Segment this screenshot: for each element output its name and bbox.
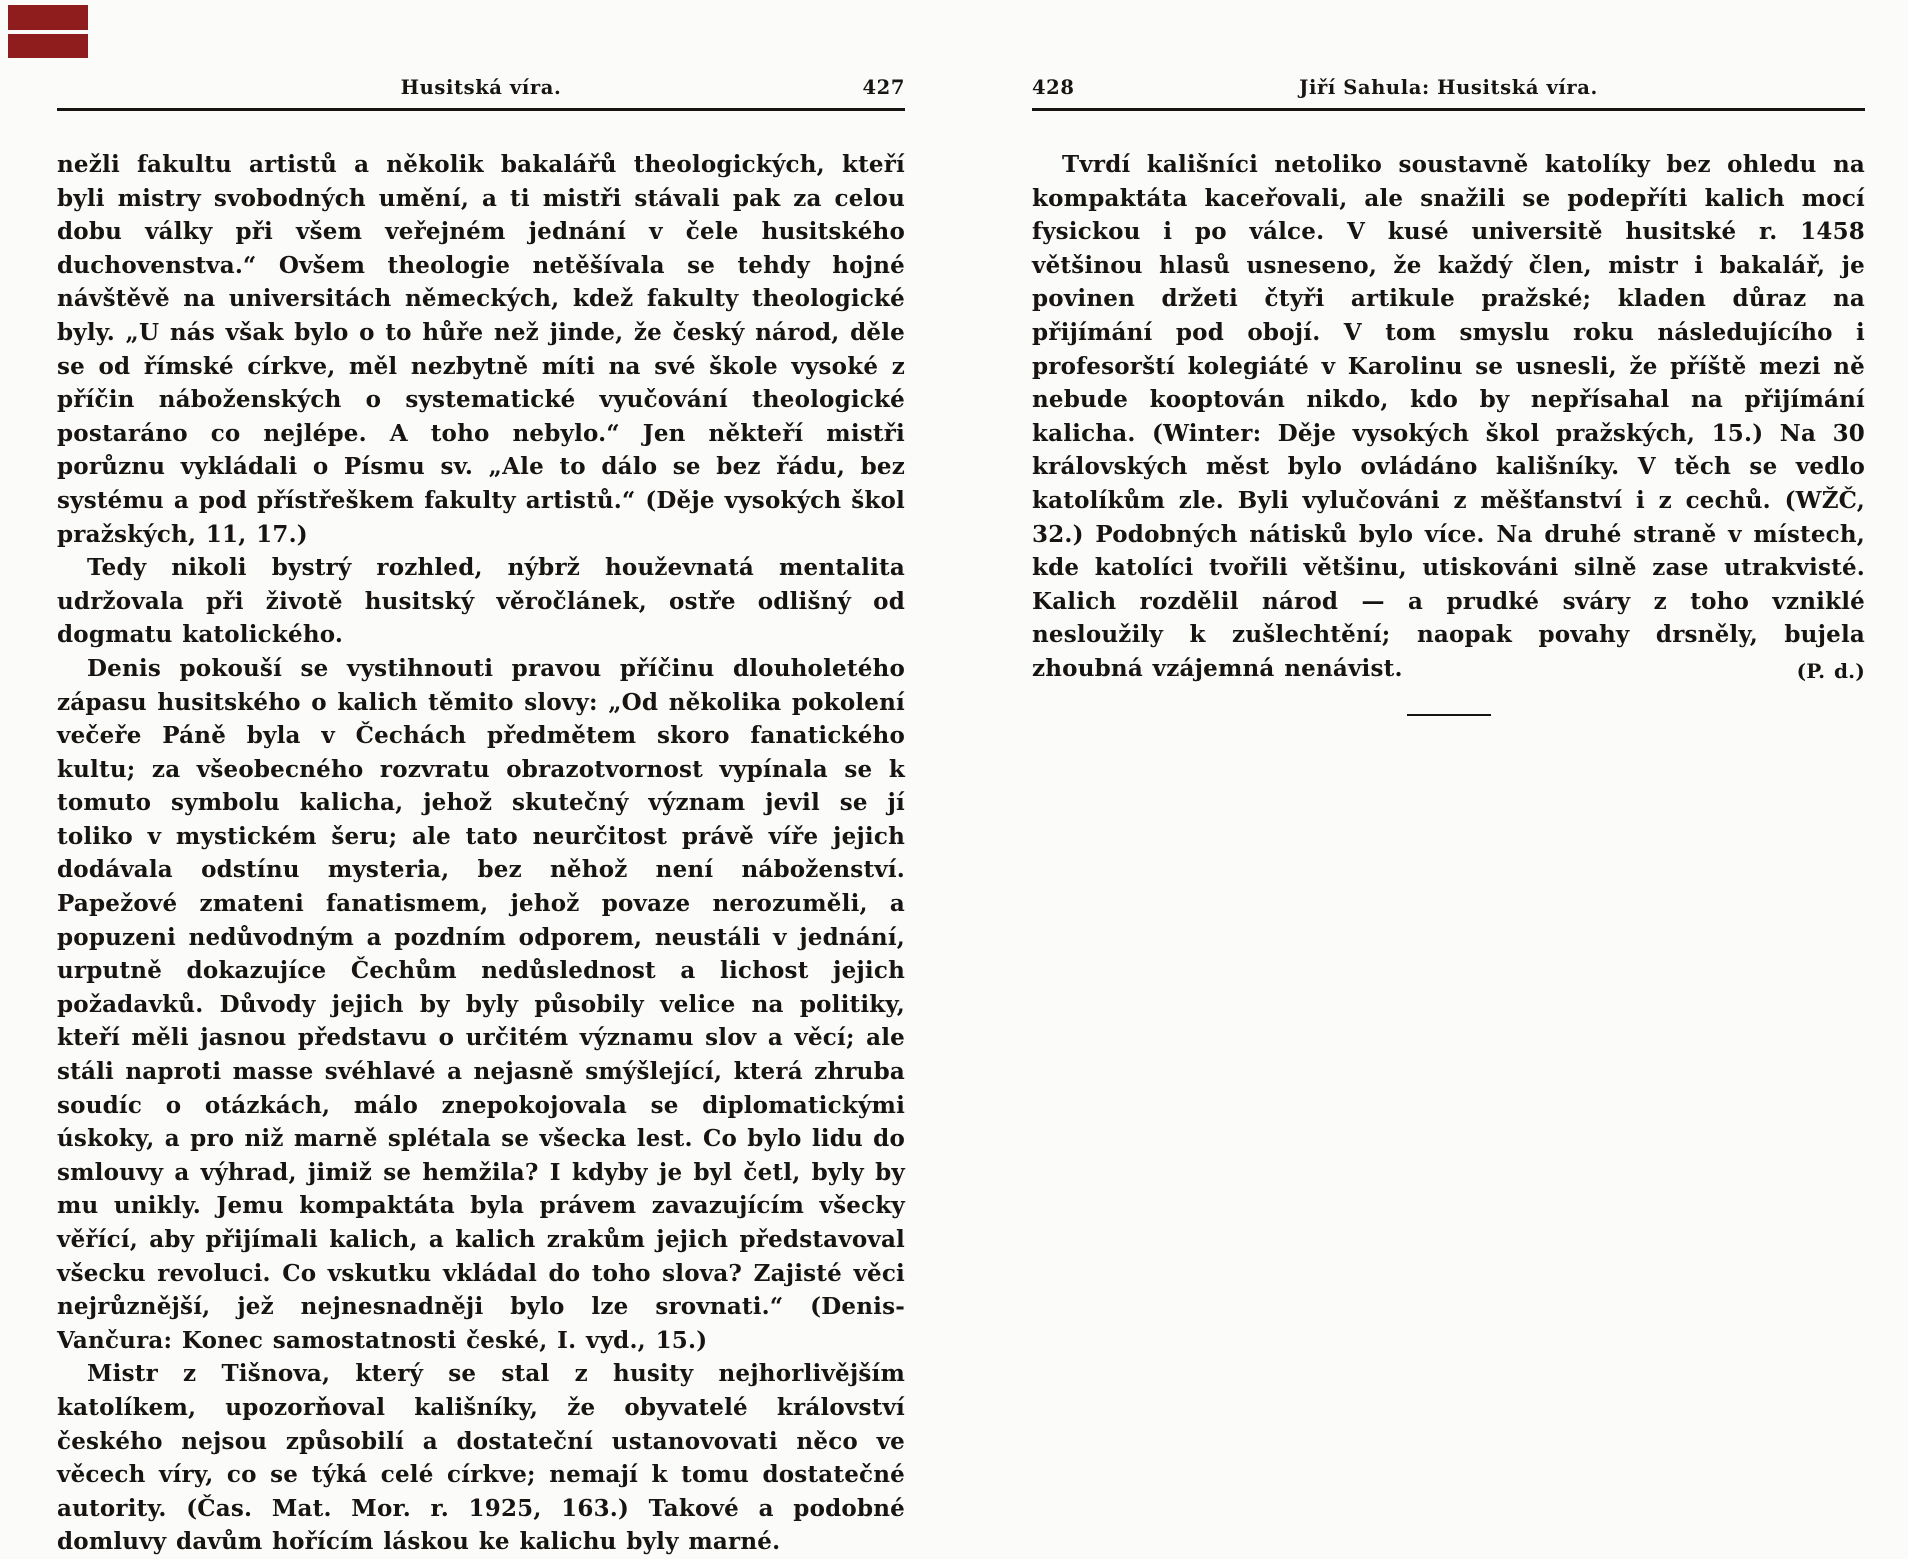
corner-mark — [8, 5, 88, 30]
running-head-right — [1032, 76, 1865, 111]
running-title: Jiří Sahula: Husitská víra. — [1299, 76, 1598, 99]
page-number: 427 — [862, 76, 905, 99]
paragraph: Denis pokouší se vystihnouti pravou příčinu dlouholetého zápasu husitského o kalich těmito slovy: „Od několika pokolení večeře Páně byla v Čechách předmětem skoro fanatického kultu; za všeobecného rozvratu obrazotvornost vypínala se k tomuto symbolu kalicha, jehož skutečný význam jevil se jí toliko v mystickém šeru; ale tato neurčitost právě víře jejich dodávala odstínu mysteria, bez něhož není náboženství. Papežové zmateni fanatismem, jehož povaze nerozuměli, a popuzeni nedůvodným a pozdním odporem, neustáli v jednání, urputně dokazujíce Čechům nedůslednost a lichost jejich požadavků. Důvody jejich by byly působily velice na politiky, kteří měli jasnou představu o určitém významu slov a věcí; ale stáli naproti masse svéhlavé a nejasně smýšlející, která zhruba soudíc o otázkách, málo znepokojovala se diplomatickými úskoky, a pro niž marně splétala se všecka lest. Co bylo lidu do smlouvy a výhrad, jimiž se hemžila? I kdyby je byl četl, byly by mu unikly. Jemu kompaktáta byla právem zavazujícím všecky věřící, aby přijímali kalich, a kalich zrakům jejich představoval všecku revoluci. Co vskutku vkládal do toho slova? Zajisté věci nejrůznější, jež nejnesnadněji bylo lze srovnati.“ (Denis-Vančura: Konec samostatnosti české, I. vyd., 15.) — [57, 654, 905, 1354]
continuation-signature: (P. d.) — [1796, 658, 1865, 683]
page-number: 428 — [1032, 76, 1075, 99]
corner-mark — [8, 34, 88, 58]
running-head-left — [57, 76, 905, 111]
page-right — [1032, 76, 1865, 716]
running-title: Husitská víra. — [400, 76, 562, 99]
end-rule — [1407, 714, 1491, 716]
paragraph: Tedy nikoli bystrý rozhled, nýbrž houževnatá mentalita udržovala při životě husitský věročlánek, ostře odlišný od dogmatu katolického. — [57, 554, 905, 649]
paragraph-text: Tvrdí kališníci netoliko soustavně katolíky bez ohledu na kompaktáta kaceřovali, ale snažili se podepříti kalich mocí fysickou i po válce. V kusé universitě husitské r. 1458 většinou hlasů usneseno, že každý člen, mistr i bakalář, je povinen držeti čtyři artikule pražské; kladen důraz na přijímání pod obojí. V tom smyslu roku následujícího i profesorští kolegiáté v Karolinu se usnesli, že příště mezi ně nebude kooptován nikdo, kdo by nepřísahal na přijímání kalicha. (Winter: Děje vysokých škol pražských, 15.) Na 30 královských měst bylo ovládáno kališníky. V těch se vedlo katolíkům zle. Byli vylučováni z měšťanství i z cechů. (WŽČ, 32.) Podobných nátisků bylo více. Na druhé straně v místech, kde katolíci tvořili většinu, utiskováni silně zase utrakvisté. Kalich rozdělil národ — a prudké sváry z toho vzniklé nesloužily k zušlechtění; naopak povahy drsněly, bujela zhoubná vzájemná nenávist. — [1032, 151, 1865, 682]
page-left — [57, 76, 905, 1559]
paragraph — [1032, 148, 1865, 686]
paragraph: Mistr z Tišnova, který se stal z husity nejhorlivějším katolíkem, upozorňoval kališníky, že obyvatelé království českého nejsou způsobilí a dostateční ustanovovati něco ve věcech víry, co se týká celé církve; nemají k tomu dostatečné autority. (Čas. Mat. Mor. r. 1925, 163.) Takové a podobné domluvy davům hořícím láskou ke kalichu byly marné. — [57, 1360, 905, 1556]
paragraph: nežli fakultu artistů a několik bakalářů theologických, kteří byli mistry svobodných umění, a ti mistři stávali pak za celou dobu války při všem veřejném jednání v čele husitského duchovenstva.“ Ovšem theologie netěšívala se tehdy hojné návštěvě na universitách německých, kdež fakulty theologické byly. „U nás však bylo o to hůře než jinde, že český národ, děle se od římské církve, měl nezbytně míti na své škole vysoké z příčin náboženských o systematické vyučování theologické postaráno co nejlépe. A toho nebylo.“ Jen někteří mistři porůznu vykládali o Písmu sv. „Ale to dálo se bez řádu, bez systému a pod přístřeškem fakulty artistů.“ (Děje vysokých škol pražských, 11, 17.) — [57, 151, 905, 548]
page-body — [1032, 148, 1865, 686]
page-body — [57, 148, 905, 1559]
